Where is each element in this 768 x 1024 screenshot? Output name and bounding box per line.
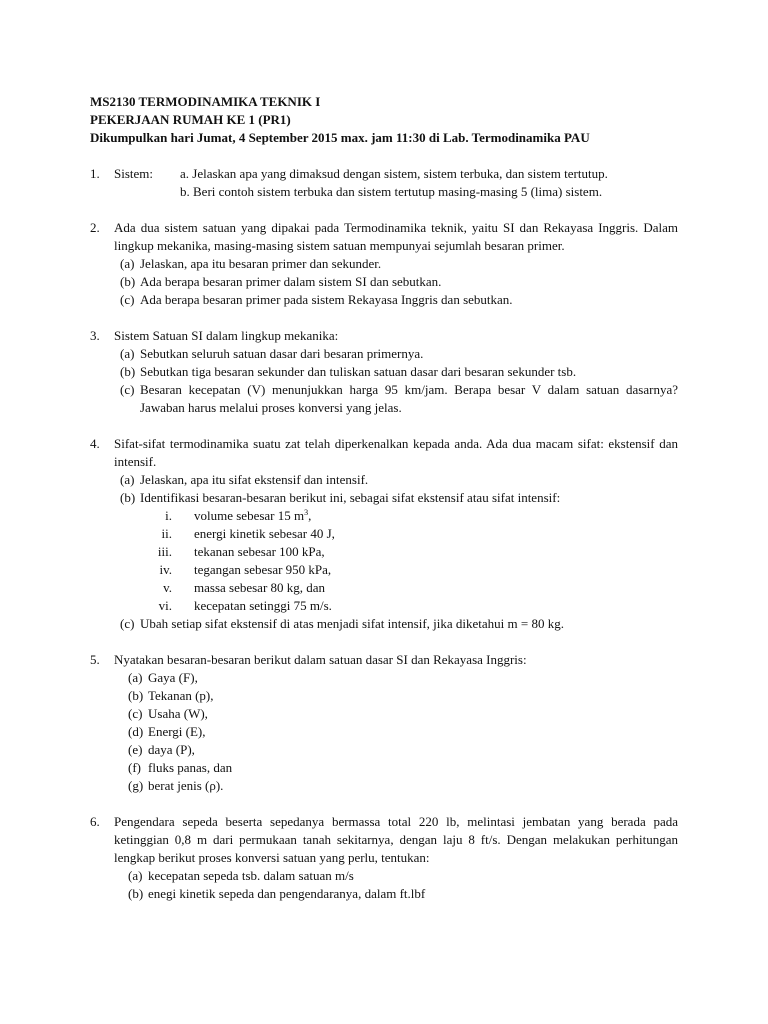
question-5-part-g	[128, 777, 678, 795]
question-2-part-b	[120, 273, 678, 291]
part-label: (c)	[120, 292, 135, 307]
part-label: (d)	[128, 724, 144, 739]
part-text: fluks panas, dan	[148, 760, 233, 775]
question-5	[90, 651, 678, 795]
roman-text-after: ,	[308, 508, 312, 523]
roman-text: tekanan sebesar 100 kPa,	[194, 544, 325, 559]
question-number: 6.	[90, 814, 100, 829]
part-text: Ada berapa besaran primer dalam sistem SI dan sebutkan.	[140, 274, 442, 289]
part-text: enegi kinetik sepeda dan pengendaranya, dalam ft.lbf	[148, 886, 426, 901]
part-text: Energi (E),	[148, 724, 206, 739]
part-label: (c)	[120, 382, 135, 397]
roman-text: kecepatan setinggi 75 m/s.	[194, 598, 332, 613]
question-5-part-d	[128, 723, 678, 741]
document-page	[90, 93, 678, 903]
question-3	[90, 327, 678, 417]
roman-text: tegangan sebesar 950 kPa,	[194, 562, 332, 577]
question-3-intro: Sistem Satuan SI dalam lingkup mekanika:	[114, 328, 339, 343]
part-label: (e)	[128, 742, 143, 757]
part-text: Gaya (F),	[148, 670, 198, 685]
part-text: daya (P),	[148, 742, 195, 757]
question-2-intro: Ada dua sistem satuan yang dipakai pada Termodinamika teknik, yaitu SI dan Rekayasa Inggris. Dalam lingkup mekanika, masing-masing sistem satuan mempunyai sejumlah besaran primer.	[114, 220, 678, 253]
roman-item-1	[114, 507, 678, 525]
roman-label: iii.	[157, 544, 172, 559]
question-3-part-b	[120, 363, 678, 381]
question-5-intro: Nyatakan besaran-besaran berikut dalam satuan dasar SI dan Rekayasa Inggris:	[114, 652, 527, 667]
question-5-part-a	[128, 669, 678, 687]
question-4-part-c	[120, 615, 678, 633]
roman-label: i.	[165, 508, 172, 523]
question-4-intro: Sifat-sifat termodinamika suatu zat telah diperkenalkan kepada anda. Ada dua macam sifat: ekstensif dan intensif.	[114, 436, 678, 469]
part-label: (f)	[128, 760, 141, 775]
part-text: berat jenis (ρ).	[148, 778, 224, 793]
question-2	[90, 219, 678, 309]
question-6	[90, 813, 678, 903]
submission-info: Dikumpulkan hari Jumat, 4 September 2015 max. jam 11:30 di Lab. Termodinamika PAU	[90, 130, 590, 145]
part-label: (a)	[120, 256, 135, 271]
question-2-part-a	[120, 255, 678, 273]
roman-item-5	[114, 579, 678, 597]
part-label: (b)	[128, 886, 144, 901]
part-label: (c)	[128, 706, 143, 721]
part-text: Identifikasi besaran-besaran berikut ini, sebagai sifat ekstensif atau sifat intensif:	[140, 490, 561, 505]
question-6-intro: Pengendara sepeda beserta sepedanya bermassa total 220 lb, melintasi jembatan yang berada pada ketinggian 0,8 m dari permukaan tanah sekitarnya, dengan laju 8 ft/s. Dengan melakukan perhitungan lengkap berikut proses konversi satuan yang perlu, tentukan:	[114, 814, 678, 865]
part-text: Jelaskan, apa itu besaran primer dan sekunder.	[140, 256, 382, 271]
part-label: (b)	[120, 490, 136, 505]
roman-text: massa sebesar 80 kg, dan	[194, 580, 326, 595]
question-number: 3.	[90, 328, 100, 343]
part-label: (g)	[128, 778, 144, 793]
question-1-label: Sistem:	[114, 166, 154, 181]
roman-text: energi kinetik sebesar 40 J,	[194, 526, 335, 541]
part-text: Besaran kecepatan (V) menunjukkan harga 95 km/jam. Berapa besar V dalam satuan dasarnya? Jawaban harus melalui proses konversi yang jelas.	[140, 382, 678, 415]
question-4	[90, 435, 678, 633]
roman-label: iv.	[159, 562, 172, 577]
roman-item-3	[114, 543, 678, 561]
roman-item-4	[114, 561, 678, 579]
question-1	[90, 165, 678, 201]
question-4-part-a	[120, 471, 678, 489]
part-text: Ubah setiap sifat ekstensif di atas menjadi sifat intensif, jika diketahui m = 80 kg.	[140, 616, 564, 631]
question-number: 5.	[90, 652, 100, 667]
part-label: (a)	[128, 868, 143, 883]
part-label: (a)	[120, 346, 135, 361]
question-number: 2.	[90, 220, 100, 235]
question-4-part-b	[120, 489, 678, 507]
roman-item-2	[114, 525, 678, 543]
part-label: (b)	[128, 688, 144, 703]
document-header	[90, 93, 678, 147]
question-3-part-c	[120, 381, 678, 417]
part-label: (b)	[120, 364, 136, 379]
part-text: Usaha (W),	[148, 706, 208, 721]
part-text: Sebutkan seluruh satuan dasar dari besaran primernya.	[140, 346, 424, 361]
question-number: 1.	[90, 166, 100, 181]
question-3-part-a	[120, 345, 678, 363]
part-label: (c)	[120, 616, 135, 631]
question-1-part-b: b. Beri contoh sistem terbuka dan sistem tertutup masing-masing 5 (lima) sistem.	[180, 184, 603, 199]
part-text: Ada berapa besaran primer pada sistem Rekayasa Inggris dan sebutkan.	[140, 292, 513, 307]
roman-label: ii.	[161, 526, 172, 541]
question-number: 4.	[90, 436, 100, 451]
question-6-part-b	[128, 885, 678, 903]
part-text: Jelaskan, apa itu sifat ekstensif dan intensif.	[140, 472, 369, 487]
part-text: Tekanan (p),	[148, 688, 214, 703]
question-1-part-a: a. Jelaskan apa yang dimaksud dengan sistem, sistem terbuka, dan sistem tertutup.	[180, 166, 608, 181]
question-5-part-f	[128, 759, 678, 777]
question-5-part-b	[128, 687, 678, 705]
assignment-title: PEKERJAAN RUMAH KE 1 (PR1)	[90, 112, 291, 127]
roman-label: v.	[163, 580, 172, 595]
question-5-part-c	[128, 705, 678, 723]
part-text: kecepatan sepeda tsb. dalam satuan m/s	[148, 868, 354, 883]
part-label: (b)	[120, 274, 136, 289]
question-5-part-e	[128, 741, 678, 759]
question-2-part-c	[120, 291, 678, 309]
course-title: MS2130 TERMODINAMIKA TEKNIK I	[90, 94, 321, 109]
roman-text: volume sebesar 15 m	[194, 508, 305, 523]
roman-item-6	[114, 597, 678, 615]
part-text: Sebutkan tiga besaran sekunder dan tuliskan satuan dasar dari besaran sekunder tsb.	[140, 364, 577, 379]
roman-label: vi.	[158, 598, 172, 613]
superscript: 3	[304, 508, 309, 517]
part-label: (a)	[120, 472, 135, 487]
part-label: (a)	[128, 670, 143, 685]
question-6-part-a	[128, 867, 678, 885]
